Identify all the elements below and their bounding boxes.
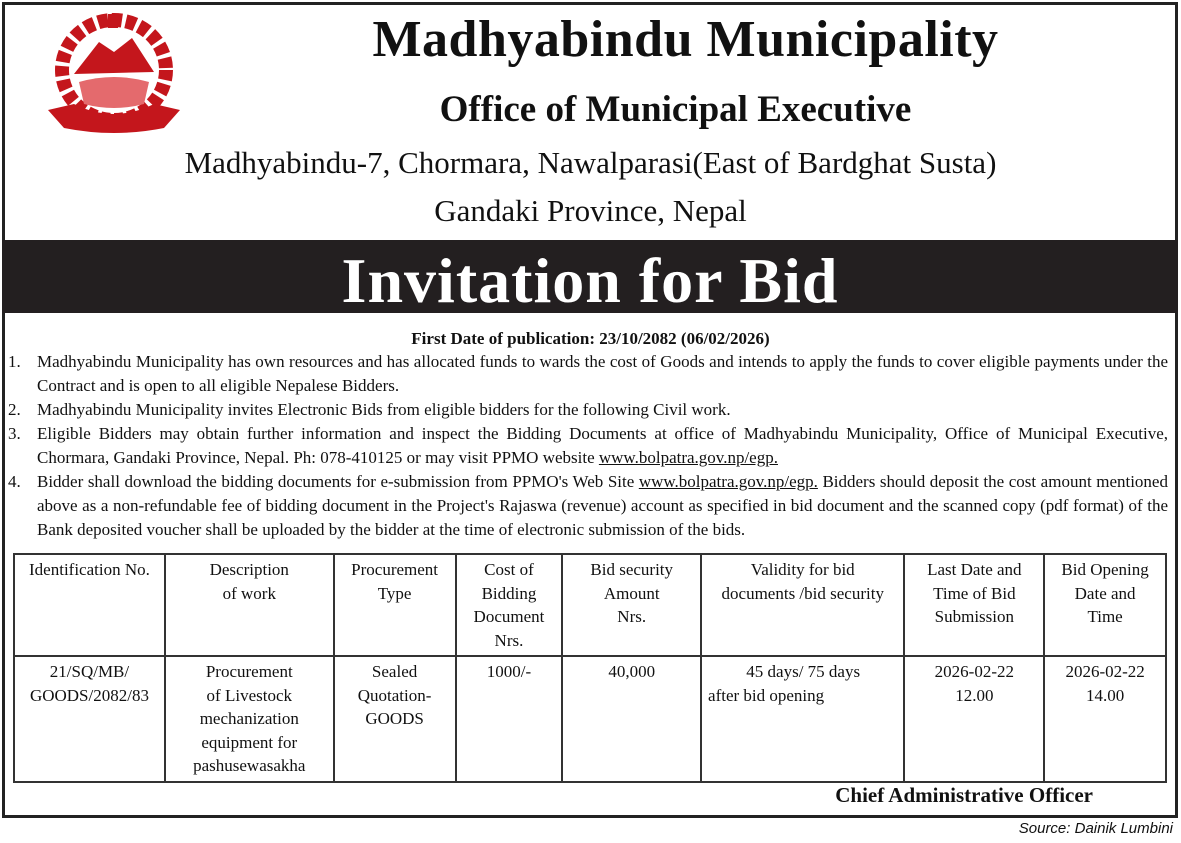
province-line: Gandaki Province, Nepal (434, 193, 747, 228)
signature-title: Chief Administrative Officer (835, 783, 1093, 807)
ppmo-link[interactable]: www.bolpatra.gov.np/egp. (598, 448, 778, 467)
item-number: 3. (8, 424, 21, 443)
ppmo-link[interactable]: www.bolpatra.gov.np/egp. (638, 472, 818, 491)
item-text-part: Eligible Bidders may obtain further information and inspect the Bidding Documents at office of Madhyabindu Municipality, Office of Municipal Executive, Chormara, Gandaki Province, Nepal. Ph: 078-410125 or may visit PPMO website (37, 424, 1168, 467)
source-credit: Source: Dainik Lumbini (1018, 820, 1173, 837)
column-header: Validity for bid documents /bid security (701, 554, 904, 656)
column-header: Bid Opening Date and Time (1044, 554, 1166, 656)
table-cell: 45 days/ 75 days after bid opening (701, 656, 904, 782)
item-text-part: Bidders should deposit the cost amount mentioned above as a non-refundable fee of bidding document in the Project's Rajaswa (revenue) account as specified in bid document and the scanned copy (pdf format) of the Bank deposited voucher shall be uploaded by the bidder at the time of electronic submission of the bids. (37, 472, 1168, 539)
table-header-row (14, 554, 1166, 656)
list-item (8, 398, 1168, 422)
item-text: Madhyabindu Municipality invites Electronic Bids from eligible bidders for the following Civil work. (37, 400, 731, 419)
notice-items (8, 350, 1168, 542)
address-line: Madhyabindu-7, Chormara, Nawalparasi(East of Bardghat Susta) (184, 145, 997, 180)
column-header: Identification No. (14, 554, 165, 656)
table-cell: Sealed Quotation- GOODS (334, 656, 456, 782)
item-number: 2. (8, 400, 21, 419)
office-subtitle: Office of Municipal Executive (439, 89, 912, 130)
column-header: Bid security Amount Nrs. (562, 554, 701, 656)
item-number: 4. (8, 472, 21, 491)
table-cell: 1000/- (456, 656, 563, 782)
invitation-banner: Invitation for Bid (2, 240, 1178, 313)
list-item (8, 470, 1168, 542)
item-number: 1. (8, 352, 21, 371)
column-header: Last Date and Time of Bid Submission (904, 554, 1044, 656)
table-cell: 21/SQ/MB/ GOODS/2082/83 (14, 656, 165, 782)
column-header: Cost of Bidding Document Nrs. (456, 554, 563, 656)
item-text (37, 470, 1168, 542)
table-row (14, 656, 1166, 782)
item-text (37, 422, 1168, 470)
list-item (8, 422, 1168, 470)
municipality-title: Madhyabindu Municipality (372, 11, 999, 68)
list-item (8, 350, 1168, 398)
table-cell: 2026-02-22 12.00 (904, 656, 1044, 782)
table-cell: 40,000 (562, 656, 701, 782)
publication-date: First Date of publication: 23/10/2082 (06/02/2026) (411, 329, 770, 348)
column-header: Procurement Type (334, 554, 456, 656)
bid-table (13, 553, 1167, 783)
item-text: Madhyabindu Municipality has own resources and has allocated funds to wards the cost of Goods and intends to apply the funds to cover eligible payments under the Contract and is open to all eligible Nepalese Bidders. (37, 352, 1168, 395)
table-cell: 2026-02-22 14.00 (1044, 656, 1166, 782)
item-text-part: Bidder shall download the bidding documents for e-submission from PPMO's Web Site (37, 472, 639, 491)
column-header: Description of work (165, 554, 334, 656)
nepal-emblem-icon (44, 12, 184, 134)
table-cell: Procurement of Livestock mechanization equipment for pashusewasakha (165, 656, 334, 782)
